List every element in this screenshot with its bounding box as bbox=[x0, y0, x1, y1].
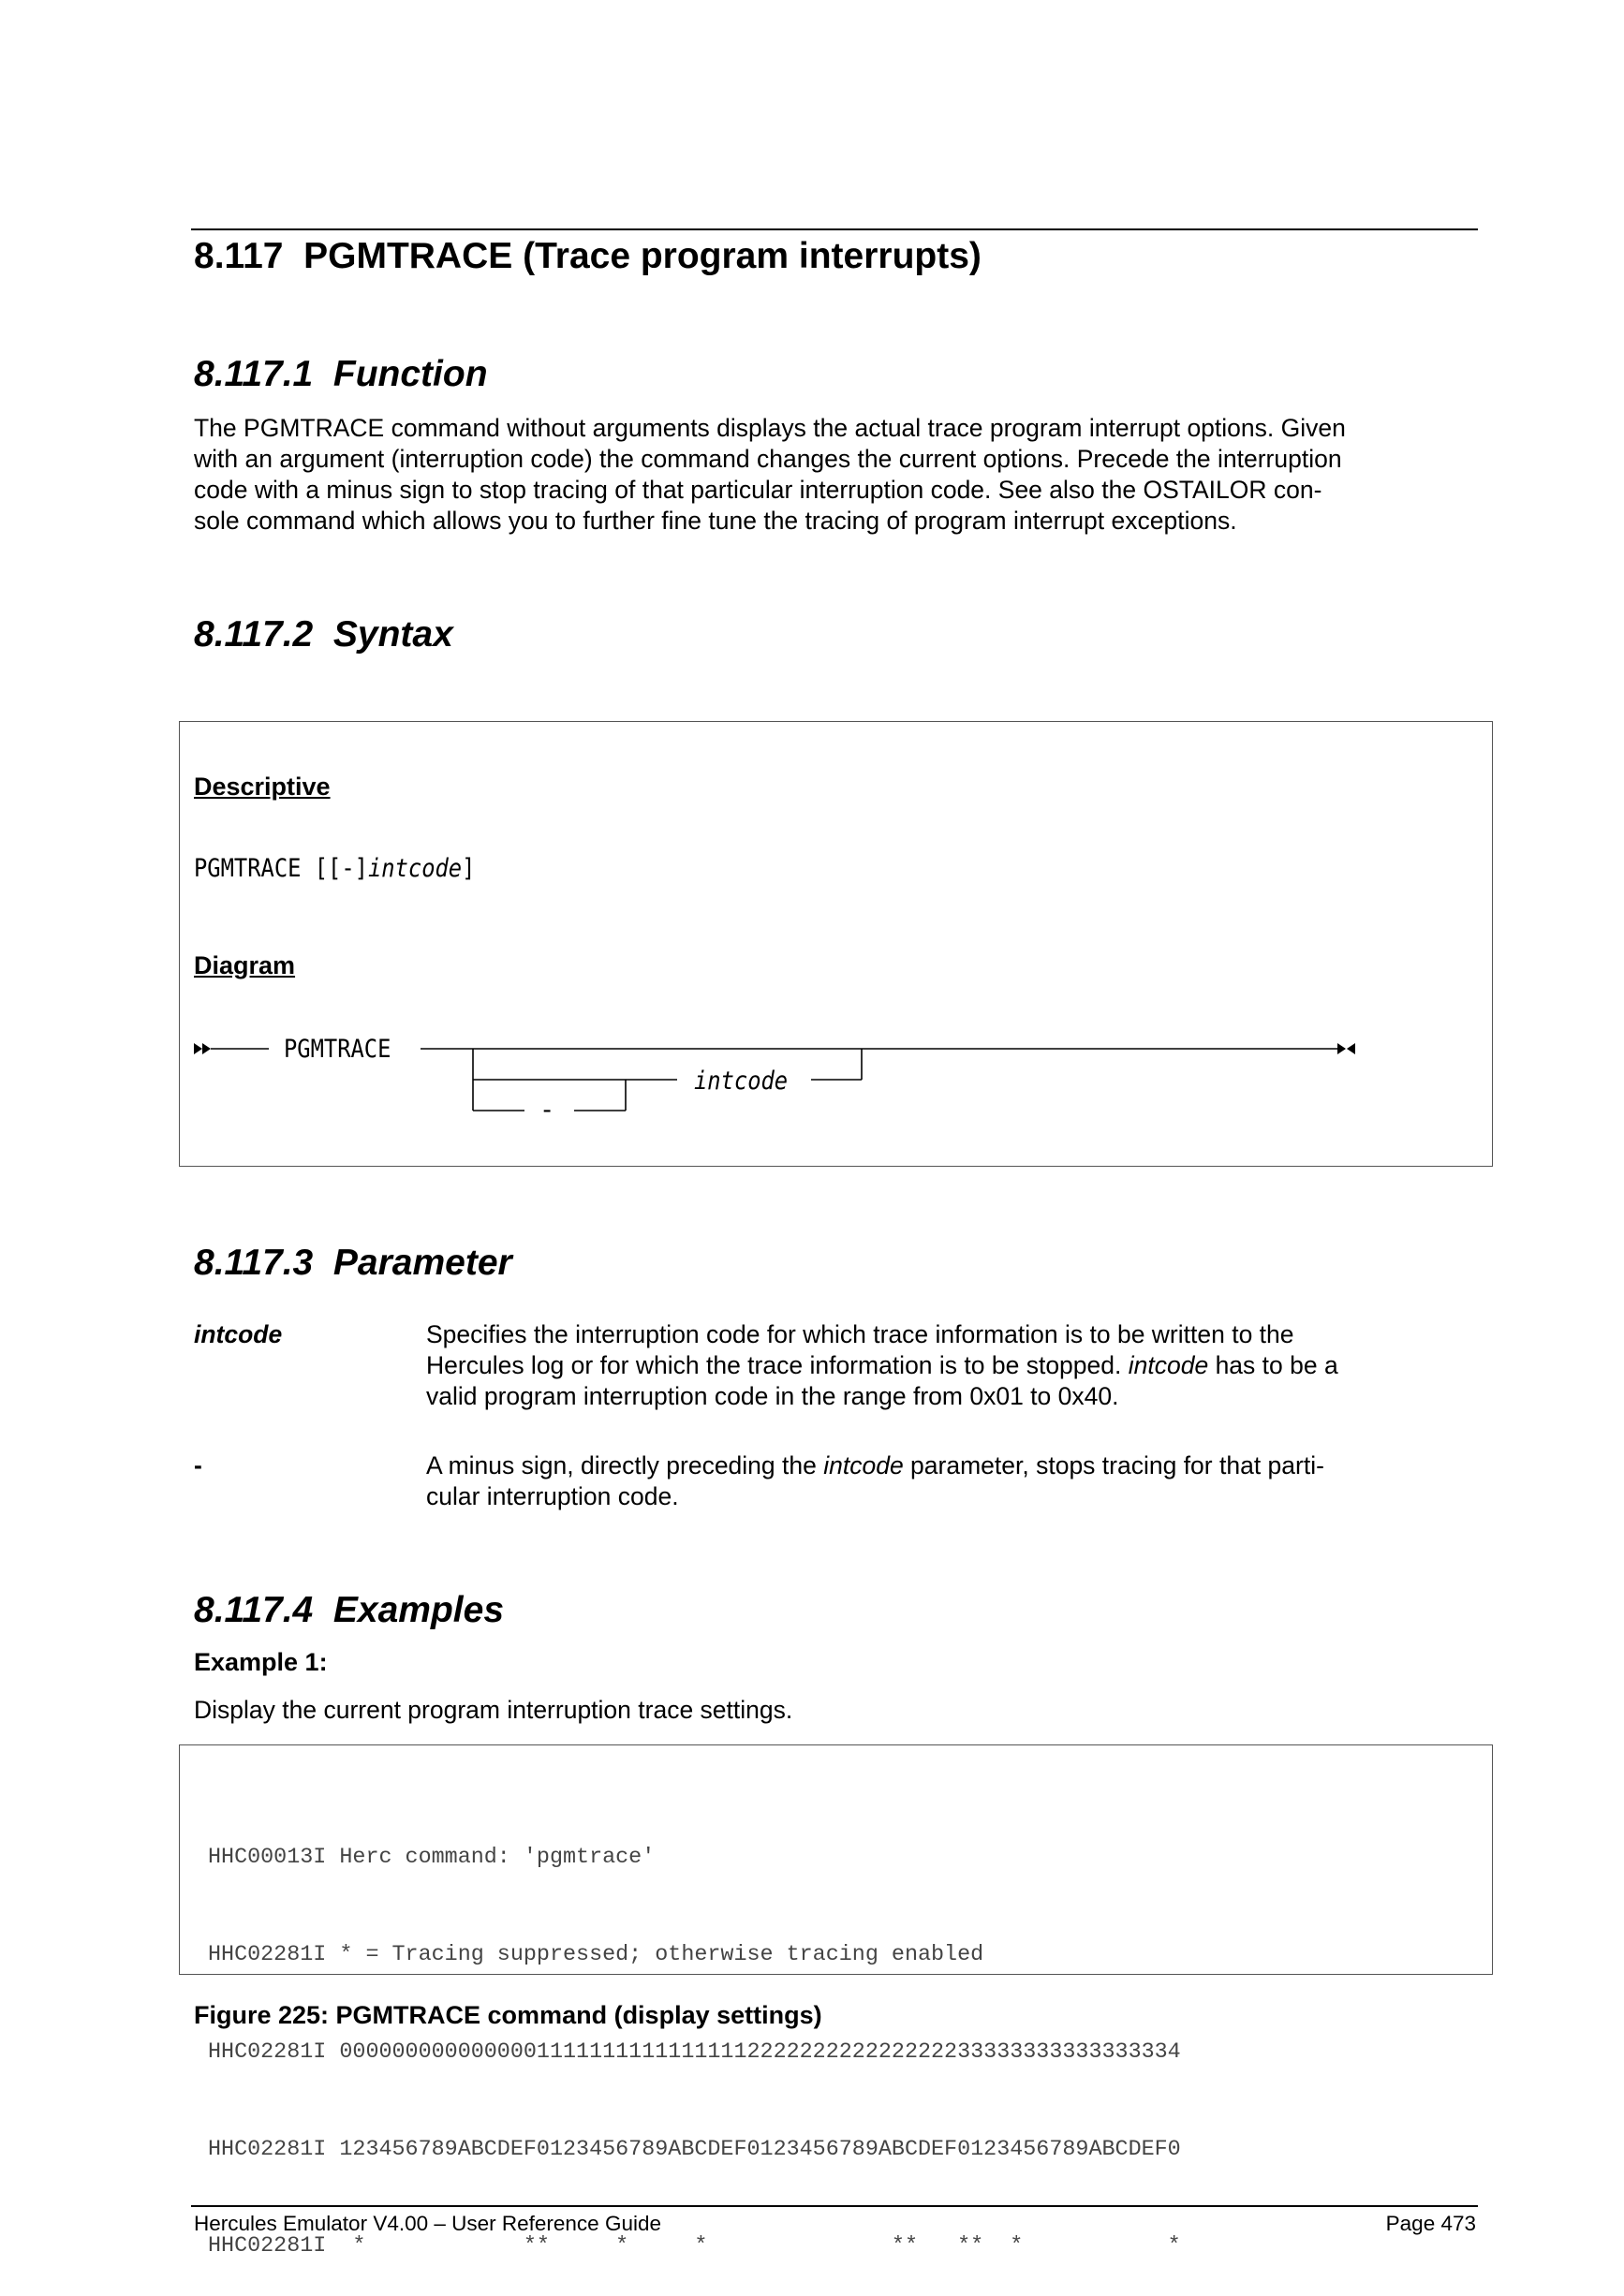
param-ref: intcode bbox=[823, 1451, 904, 1479]
diagram-end-arrow-icon bbox=[1347, 1043, 1355, 1054]
footer-title: Hercules Emulator V4.00 – User Reference Guide bbox=[194, 2212, 661, 2235]
param-desc-line: Hercules log or for which the trace information is to be stopped. intcode has to be a bbox=[426, 1351, 1338, 1379]
syntax-option-open: [[-] bbox=[314, 854, 368, 883]
descriptive-label: Descriptive bbox=[194, 773, 331, 801]
figure-caption: Figure 225: PGMTRACE command (display settings) bbox=[194, 2001, 822, 2029]
page-number: Page 473 bbox=[1385, 2212, 1476, 2235]
code-line: HHC00013I Herc command: 'pgmtrace' bbox=[208, 1846, 656, 1871]
param-desc-minus bbox=[426, 1450, 1475, 1512]
syntax-option-close: ] bbox=[462, 854, 476, 883]
paragraph-line: with an argument (interruption code) the command changes the current options. Precede the interruption bbox=[194, 445, 1342, 473]
code-line: HHC02281I * = Tracing suppressed; otherwise tracing enabled bbox=[208, 1942, 984, 1967]
param-name-minus: - bbox=[194, 1451, 202, 1479]
examples-heading: 8.117.4 Examples bbox=[194, 1590, 505, 1630]
syntax-heading: 8.117.2 Syntax bbox=[194, 614, 453, 655]
param-desc-line: A minus sign, directly preceding the intcode parameter, stops tracing for that parti- bbox=[426, 1451, 1324, 1479]
paragraph-line: sole command which allows you to further fine tune the tracing of program interrupt exceptions. bbox=[194, 507, 1237, 535]
syntax-argument: intcode bbox=[367, 854, 463, 883]
footer-rule bbox=[191, 2205, 1478, 2207]
param-desc-intcode bbox=[426, 1319, 1475, 1412]
diagram-argument: intcode bbox=[694, 1065, 789, 1096]
diagram-start-arrow-icon bbox=[194, 1043, 202, 1054]
function-heading: 8.117.1 Function bbox=[194, 354, 488, 394]
param-desc-line: Specifies the interruption code for which trace information is to be written to the bbox=[426, 1320, 1294, 1348]
code-line: HHC02281I 123456789ABCDEF0123456789ABCDEF0123456789ABCDEF0123456789ABCDEF0 bbox=[208, 2137, 1181, 2162]
param-ref: intcode bbox=[1128, 1351, 1209, 1379]
diagram-option: - bbox=[539, 1096, 555, 1125]
code-line: HHC02281I * ** * * ** ** * * bbox=[208, 2234, 1181, 2259]
param-desc-line: valid program interruption code in the range from 0x01 to 0x40. bbox=[426, 1382, 1119, 1410]
example1-description: Display the current program interruption trace settings. bbox=[194, 1696, 793, 1724]
syntax-command: PGMTRACE bbox=[194, 854, 302, 883]
parameter-heading: 8.117.3 Parameter bbox=[194, 1243, 512, 1283]
section-title: 8.117 PGMTRACE (Trace program interrupts) bbox=[194, 236, 982, 276]
param-name-intcode: intcode bbox=[194, 1320, 283, 1348]
paragraph-line: code with a minus sign to stop tracing of that particular interruption code. See also the OSTAILOR con- bbox=[194, 476, 1322, 504]
example1-label: Example 1: bbox=[194, 1648, 328, 1676]
param-desc-line: cular interruption code. bbox=[426, 1482, 679, 1510]
diagram-label: Diagram bbox=[194, 951, 296, 979]
diagram-command: PGMTRACE bbox=[284, 1033, 391, 1064]
code-line: HHC02281I 0000000000000001111111111111111222222222222222233333333333333334 bbox=[208, 2039, 1181, 2065]
diagram-end-arrow-icon bbox=[1337, 1043, 1346, 1054]
diagram-start-arrow-icon bbox=[202, 1043, 211, 1054]
paragraph-line: The PGMTRACE command without arguments displays the actual trace program interrupt options. Given bbox=[194, 414, 1346, 442]
